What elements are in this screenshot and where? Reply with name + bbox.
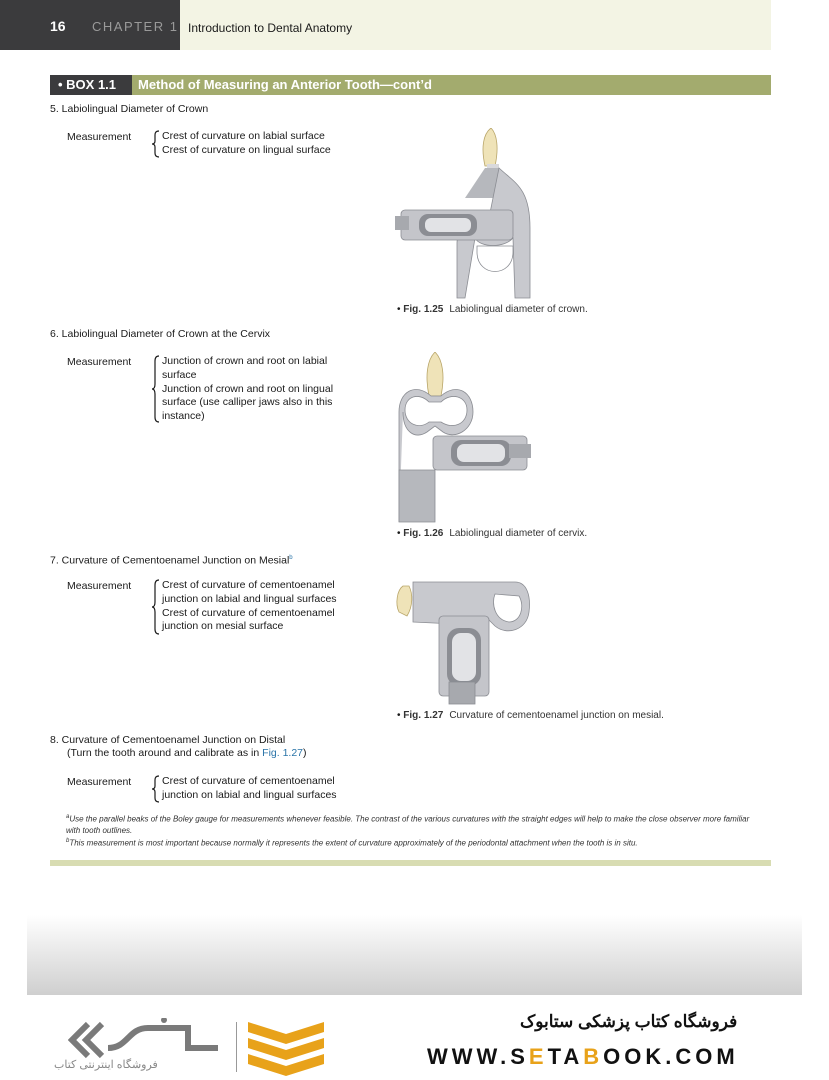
figure-1-27-caption: • Fig. 1.27 Curvature of cementoenamel junction on mesial. <box>397 710 664 721</box>
page-number: 16 <box>50 18 66 34</box>
footnote-a: $^a$Use the parallel beaks of the Boley gauge for measurements whenever feasible. The contrast of the various curvatures with the straight edges will help to make the close observer more familiar with tooth outlines. <box>66 814 750 835</box>
item-6-measurement-lines: Junction of crown and root on labial surface Junction of crown and root on lingual surface (use calliper jaws also in this instance) <box>162 355 334 423</box>
figure-1-26-illustration <box>395 352 535 524</box>
logo-divider <box>236 1022 237 1072</box>
chapter-title: Introduction to Dental Anatomy <box>188 21 353 35</box>
item-7-measurement-label: Measurement <box>67 580 132 592</box>
page-shadow <box>27 915 802 995</box>
figure-1-27-illustration <box>395 576 535 706</box>
chapter-label: CHAPTER 1 <box>92 19 179 34</box>
store-url[interactable]: WWW.SETABOOK.COM <box>427 1044 739 1069</box>
item-7-measurement-lines: Crest of curvature of cementoenamel junction on labial and lingual surfaces Crest of curvature of cementoenamel junction on mesial surface <box>162 579 337 633</box>
item-6-title: 6. Labiolingual Diameter of Crown at the Cervix <box>50 328 271 340</box>
item-5-measurement-label: Measurement <box>67 131 132 143</box>
item-5-measurement-lines: Crest of curvature on labial surface Crest of curvature on lingual surface <box>162 130 331 156</box>
store-name: فروشگاه کتاب پزشکی ستابوک <box>520 1012 738 1031</box>
figure-1-26-caption: • Fig. 1.26 Labiolingual diameter of cervix. <box>397 528 588 539</box>
logo-caption: فروشگاه اینترنتی کتاب <box>54 1059 158 1071</box>
figure-1-25-caption: • Fig. 1.25 Labiolingual diameter of crown. <box>397 304 588 315</box>
figure-1-25-illustration <box>395 128 535 300</box>
setabook-logo-icon <box>68 1018 228 1062</box>
brace-icon <box>152 130 160 158</box>
item-5-title: 5. Labiolingual Diameter of Crown <box>50 103 209 115</box>
item-8-subtitle: (Turn the tooth around and calibrate as in Fig. 1.27) <box>67 747 307 759</box>
box-label: • BOX 1.1 <box>50 75 132 95</box>
item-8-measurement-label: Measurement <box>67 776 132 788</box>
book-chevron-icon <box>246 1018 326 1076</box>
brace-icon <box>152 579 160 635</box>
box-bottom-rule <box>50 860 771 866</box>
item-8-title: 8. Curvature of Cementoenamel Junction on Distal <box>50 734 286 746</box>
item-7-title: 7. Curvature of Cementoenamel Junction on Mesial$^b$ <box>50 554 293 567</box>
box-title: Method of Measuring an Anterior Tooth—cont’d <box>138 77 432 92</box>
footnote-b: $^b$This measurement is most important because normally it represents the extent of curvature approximately of the periodontal attachment when the tooth is in situ. <box>66 838 638 848</box>
item-8-measurement-lines: Crest of curvature of cementoenamel junction on labial and lingual surfaces <box>162 775 337 801</box>
brace-icon <box>152 355 160 423</box>
figure-1-27-link[interactable]: Fig. 1.27 <box>262 747 304 759</box>
brace-icon <box>152 775 160 803</box>
item-6-measurement-label: Measurement <box>67 356 132 368</box>
